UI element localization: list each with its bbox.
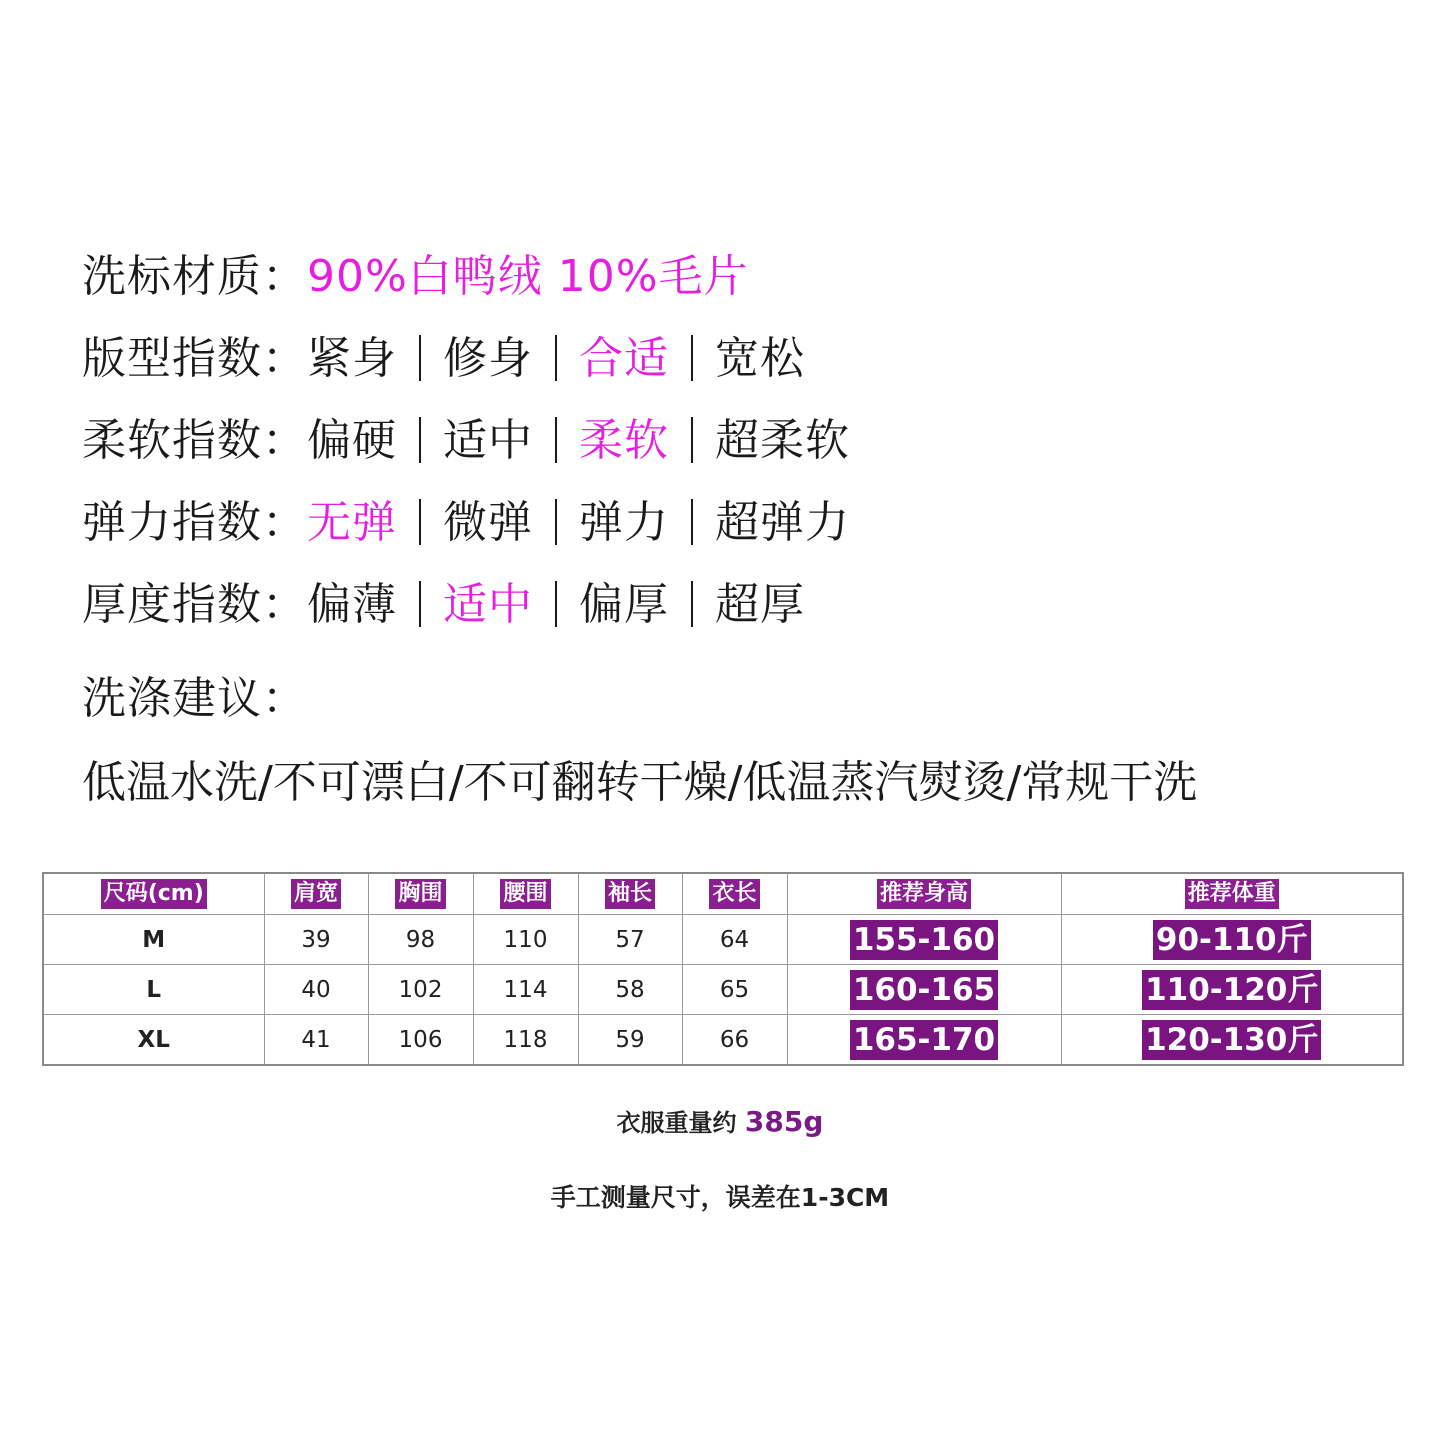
index-option: 超柔软 xyxy=(715,415,850,466)
rec-weight: 110-120斤 xyxy=(1142,970,1321,1010)
header-rec-weight: 推荐体重 xyxy=(1185,879,1279,909)
separator xyxy=(419,417,421,463)
index-line xyxy=(82,492,850,574)
waist-cell: 118 xyxy=(473,1015,578,1066)
chest-cell: 106 xyxy=(368,1015,473,1066)
garment-weight-label: 衣服重量约 xyxy=(616,1109,745,1137)
rec-weight: 120-130斤 xyxy=(1142,1020,1321,1060)
index-option: 修身 xyxy=(443,333,533,384)
index-option: 宽松 xyxy=(715,333,805,384)
wash-instructions: 低温水洗/不可漂白/不可翻转干燥/低温蒸汽熨烫/常规干洗 xyxy=(82,757,1198,808)
material-label: 洗标材质： xyxy=(82,251,307,302)
index-option: 偏薄 xyxy=(307,579,397,630)
size-table xyxy=(42,872,1404,1066)
material-line xyxy=(82,246,850,328)
rec-height: 160-165 xyxy=(850,970,998,1010)
header-shoulder: 肩宽 xyxy=(291,879,341,909)
shoulder-cell: 41 xyxy=(264,1015,368,1066)
sleeve-cell: 59 xyxy=(578,1015,682,1066)
index-label: 厚度指数： xyxy=(82,579,307,630)
index-option-selected: 柔软 xyxy=(579,415,669,466)
header-waist: 腰围 xyxy=(500,879,550,909)
separator xyxy=(691,335,693,381)
chest-cell: 102 xyxy=(368,965,473,1015)
separator xyxy=(419,581,421,627)
separator xyxy=(555,581,557,627)
index-option: 超厚 xyxy=(715,579,805,630)
length-cell: 65 xyxy=(682,965,787,1015)
chest-cell: 98 xyxy=(368,915,473,965)
table-row xyxy=(43,1015,1403,1066)
index-option: 弹力 xyxy=(579,497,669,548)
measure-note: 手工测量尺寸，误差在1-3CM xyxy=(550,1183,890,1212)
index-option: 超弹力 xyxy=(715,497,850,548)
wash-title: 洗涤建议： xyxy=(82,673,307,724)
material-value: 90%白鸭绒 10%毛片 xyxy=(307,251,749,302)
shoulder-cell: 40 xyxy=(264,965,368,1015)
header-sleeve: 袖长 xyxy=(605,879,655,909)
index-option-selected: 合适 xyxy=(579,333,669,384)
index-option: 适中 xyxy=(443,415,533,466)
header-chest: 胸围 xyxy=(395,879,445,909)
index-label: 版型指数： xyxy=(82,333,307,384)
index-line xyxy=(82,574,850,656)
separator xyxy=(555,335,557,381)
separator xyxy=(691,417,693,463)
header-size: 尺码(cm) xyxy=(101,879,207,909)
size-table-header-row xyxy=(43,873,1403,915)
sleeve-cell: 58 xyxy=(578,965,682,1015)
rec-height: 155-160 xyxy=(850,920,998,960)
separator xyxy=(691,499,693,545)
separator xyxy=(419,335,421,381)
rec-weight: 90-110斤 xyxy=(1153,920,1311,960)
index-label: 弹力指数： xyxy=(82,497,307,548)
index-label: 柔软指数： xyxy=(82,415,307,466)
table-row xyxy=(43,965,1403,1015)
size-cell: M xyxy=(43,915,264,965)
index-line xyxy=(82,410,850,492)
separator xyxy=(691,581,693,627)
index-option: 偏厚 xyxy=(579,579,669,630)
index-option: 微弹 xyxy=(443,497,533,548)
spec-list xyxy=(82,246,850,656)
waist-cell: 114 xyxy=(473,965,578,1015)
rec-height: 165-170 xyxy=(850,1020,998,1060)
size-cell: L xyxy=(43,965,264,1015)
length-cell: 64 xyxy=(682,915,787,965)
waist-cell: 110 xyxy=(473,915,578,965)
header-length: 衣长 xyxy=(709,879,759,909)
separator xyxy=(419,499,421,545)
sleeve-cell: 57 xyxy=(578,915,682,965)
index-line xyxy=(82,328,850,410)
separator xyxy=(555,499,557,545)
table-row xyxy=(43,915,1403,965)
header-rec-height: 推荐身高 xyxy=(877,879,971,909)
separator xyxy=(555,417,557,463)
garment-weight-value: 385g xyxy=(744,1105,824,1138)
garment-weight xyxy=(0,1103,1440,1138)
index-option-selected: 适中 xyxy=(443,579,533,630)
index-option-selected: 无弹 xyxy=(307,497,397,548)
length-cell: 66 xyxy=(682,1015,787,1066)
index-option: 偏硬 xyxy=(307,415,397,466)
size-cell: XL xyxy=(43,1015,264,1066)
index-option: 紧身 xyxy=(307,333,397,384)
shoulder-cell: 39 xyxy=(264,915,368,965)
